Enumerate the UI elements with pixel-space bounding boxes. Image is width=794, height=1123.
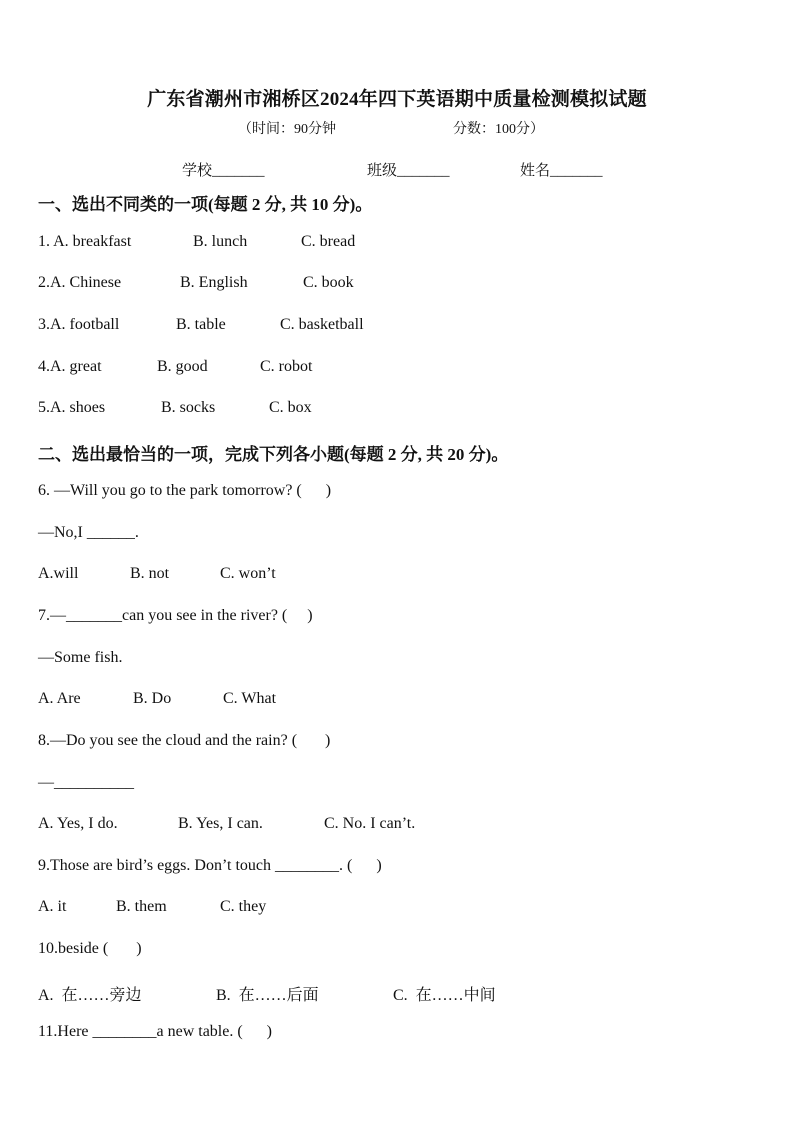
section-1-heading: 一、选出不同类的一项(每题 2 分, 共 10 分)。 bbox=[38, 195, 373, 214]
class-field: 班级_______ bbox=[367, 163, 450, 179]
question-8-answer: —__________ bbox=[38, 774, 134, 791]
q8-option-a: A. Yes, I do. bbox=[38, 815, 118, 832]
q9-option-a: A. it bbox=[38, 898, 67, 915]
q8-option-b: B. Yes, I can. bbox=[178, 815, 263, 832]
q9-option-b: B. them bbox=[116, 898, 167, 915]
q1-option-a: 1. A. breakfast bbox=[38, 233, 132, 250]
q1-option-c: C. bread bbox=[301, 233, 356, 250]
question-6-answer: —No,I ______. bbox=[38, 524, 139, 541]
q5-option-c: C. box bbox=[269, 399, 312, 416]
q8-option-c: C. No. I can’t. bbox=[324, 815, 416, 832]
question-8: 8.—Do you see the cloud and the rain? ( ) bbox=[38, 732, 331, 749]
exam-title: 广东省潮州市湘桥区2024年四下英语期中质量检测模拟试题 bbox=[147, 89, 647, 110]
q2-option-c: C. book bbox=[303, 274, 354, 291]
q2-option-a: 2.A. Chinese bbox=[38, 274, 122, 291]
q4-option-b: B. good bbox=[157, 358, 208, 375]
q1-option-b: B. lunch bbox=[193, 233, 248, 250]
question-10: 10.beside ( ) bbox=[38, 940, 142, 957]
q10-option-b: B. 在……后面 bbox=[216, 987, 319, 1004]
school-field: 学校_______ bbox=[182, 163, 265, 179]
q10-option-a: A. 在……旁边 bbox=[38, 987, 142, 1004]
q3-option-b: B. table bbox=[176, 316, 226, 333]
q9-option-c: C. they bbox=[220, 898, 267, 915]
q10-option-c: C. 在……中间 bbox=[393, 987, 496, 1004]
q2-option-b: B. English bbox=[180, 274, 248, 291]
q5-option-a: 5.A. shoes bbox=[38, 399, 106, 416]
question-11: 11.Here ________a new table. ( ) bbox=[38, 1023, 272, 1040]
q6-option-b: B. not bbox=[130, 565, 170, 582]
q3-option-a: 3.A. football bbox=[38, 316, 120, 333]
q4-option-c: C. robot bbox=[260, 358, 313, 375]
exam-time: （时间：90分钟 bbox=[238, 122, 336, 137]
question-7: 7.—_______can you see in the river? ( ) bbox=[38, 607, 313, 624]
q7-option-a: A. Are bbox=[38, 690, 81, 707]
q6-option-a: A.will bbox=[38, 565, 79, 582]
q4-option-a: 4.A. great bbox=[38, 358, 102, 375]
q6-option-c: C. won’t bbox=[220, 565, 276, 582]
question-9: 9.Those are bird’s eggs. Don’t touch ________. ( ) bbox=[38, 857, 382, 874]
q7-option-b: B. Do bbox=[133, 690, 172, 707]
q5-option-b: B. socks bbox=[161, 399, 216, 416]
question-7-answer: —Some fish. bbox=[38, 649, 123, 666]
exam-score: 分数：100分） bbox=[453, 122, 544, 137]
name-field: 姓名_______ bbox=[520, 163, 603, 179]
q3-option-c: C. basketball bbox=[280, 316, 364, 333]
question-6: 6. —Will you go to the park tomorrow? ( ) bbox=[38, 482, 332, 499]
q7-option-c: C. What bbox=[223, 690, 277, 707]
section-2-heading: 二、选出最恰当的一项，完成下列各小题(每题 2 分, 共 20 分)。 bbox=[38, 445, 509, 464]
